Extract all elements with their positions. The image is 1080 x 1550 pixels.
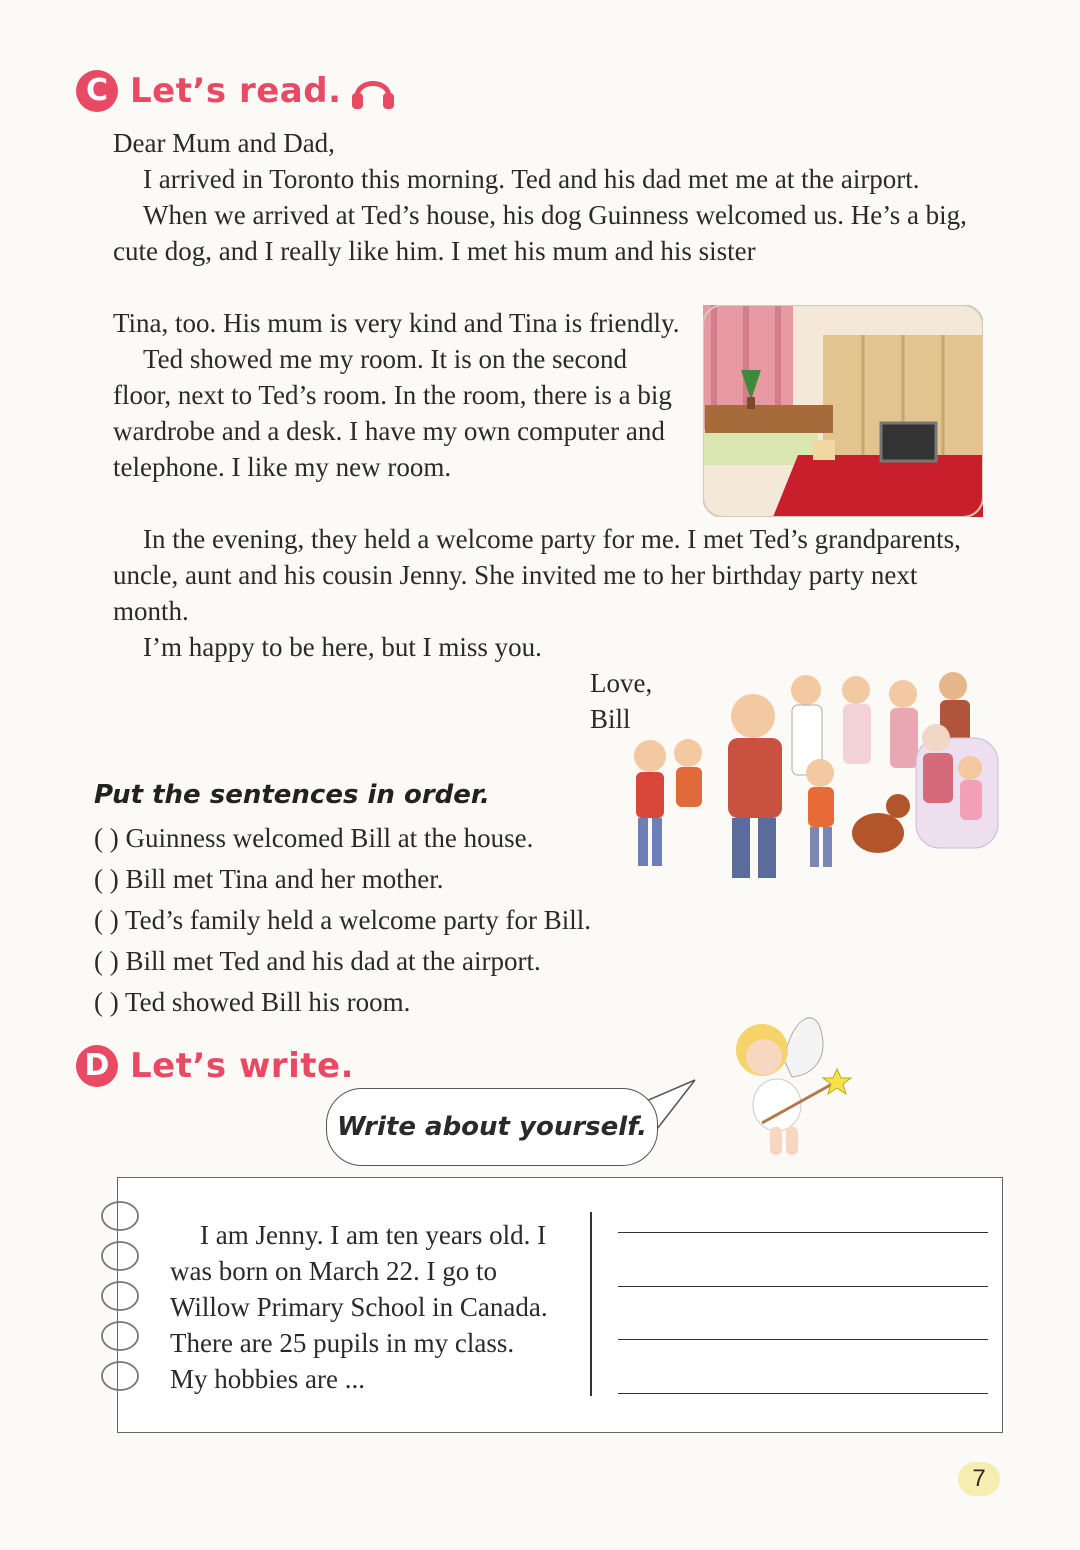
letter-paragraph: Ted showed me my room. It is on the second floor, next to Ted’s room. In the room, there is a big wardrobe and a desk. I have my own computer and telephone. I like my new room. [113, 344, 672, 482]
letter-greeting: Dear Mum and Dad, [113, 128, 335, 158]
notebook-rings [94, 1198, 154, 1413]
bedroom-illustration [703, 305, 983, 517]
letter-paragraph: Tina, too. His mum is very kind and Tina is friendly. [113, 308, 680, 338]
order-item[interactable]: ( ) Guinness welcomed Bill at the house. [94, 823, 534, 853]
letter-signature: Bill [590, 704, 631, 734]
write-line[interactable] [618, 1339, 988, 1340]
write-line[interactable] [618, 1286, 988, 1287]
cupid-illustration [722, 1005, 852, 1160]
write-line[interactable] [618, 1393, 988, 1394]
order-item[interactable]: ( ) Bill met Ted and his dad at the airport. [94, 946, 541, 976]
task-title: Put the sentences in order. [94, 780, 490, 810]
letter-top [113, 125, 968, 269]
section-d-header [76, 1045, 354, 1087]
page-number: 7 [958, 1462, 1000, 1496]
section-badge: C [76, 70, 118, 112]
letter-paragraph: I arrived in Toronto this morning. Ted and his dad met me at the airport. [143, 164, 920, 194]
section-badge: D [76, 1045, 118, 1087]
order-item[interactable]: ( ) Ted’s family held a welcome party for Bill. [94, 905, 591, 935]
letter-paragraph: When we arrived at Ted’s house, his dog Guinness welcomed us. He’s a big, cute dog, and I really like him. I met his mum and his sister [113, 200, 967, 266]
notebook-divider [590, 1212, 592, 1396]
write-line[interactable] [618, 1232, 988, 1233]
sample-paragraph: I am Jenny. I am ten years old. I was born on March 22. I go to Willow Primary School in Canada. There are 25 pupils in my class. My hobbies are ... [170, 1220, 548, 1394]
order-list [94, 818, 591, 1023]
letter-bottom [113, 521, 968, 665]
order-item[interactable]: ( ) Ted showed Bill his room. [94, 987, 411, 1017]
speech-bubble: Write about yourself. [326, 1088, 658, 1166]
section-c-header [76, 70, 396, 112]
party-illustration [598, 668, 1010, 890]
letter-closing: Love, [590, 668, 653, 698]
section-title: Let’s write. [130, 1046, 355, 1086]
order-item[interactable]: ( ) Bill met Tina and her mother. [94, 864, 444, 894]
section-title: Let’s read. [130, 71, 342, 111]
letter-middle [113, 305, 683, 485]
letter-paragraph: In the evening, they held a welcome party for me. I met Ted’s grandparents, uncle, aunt and his cousin Jenny. She invited me to her birthday party next month. [113, 524, 961, 626]
letter-paragraph: I’m happy to be here, but I miss you. [143, 632, 542, 662]
headphones-icon[interactable] [350, 71, 396, 111]
